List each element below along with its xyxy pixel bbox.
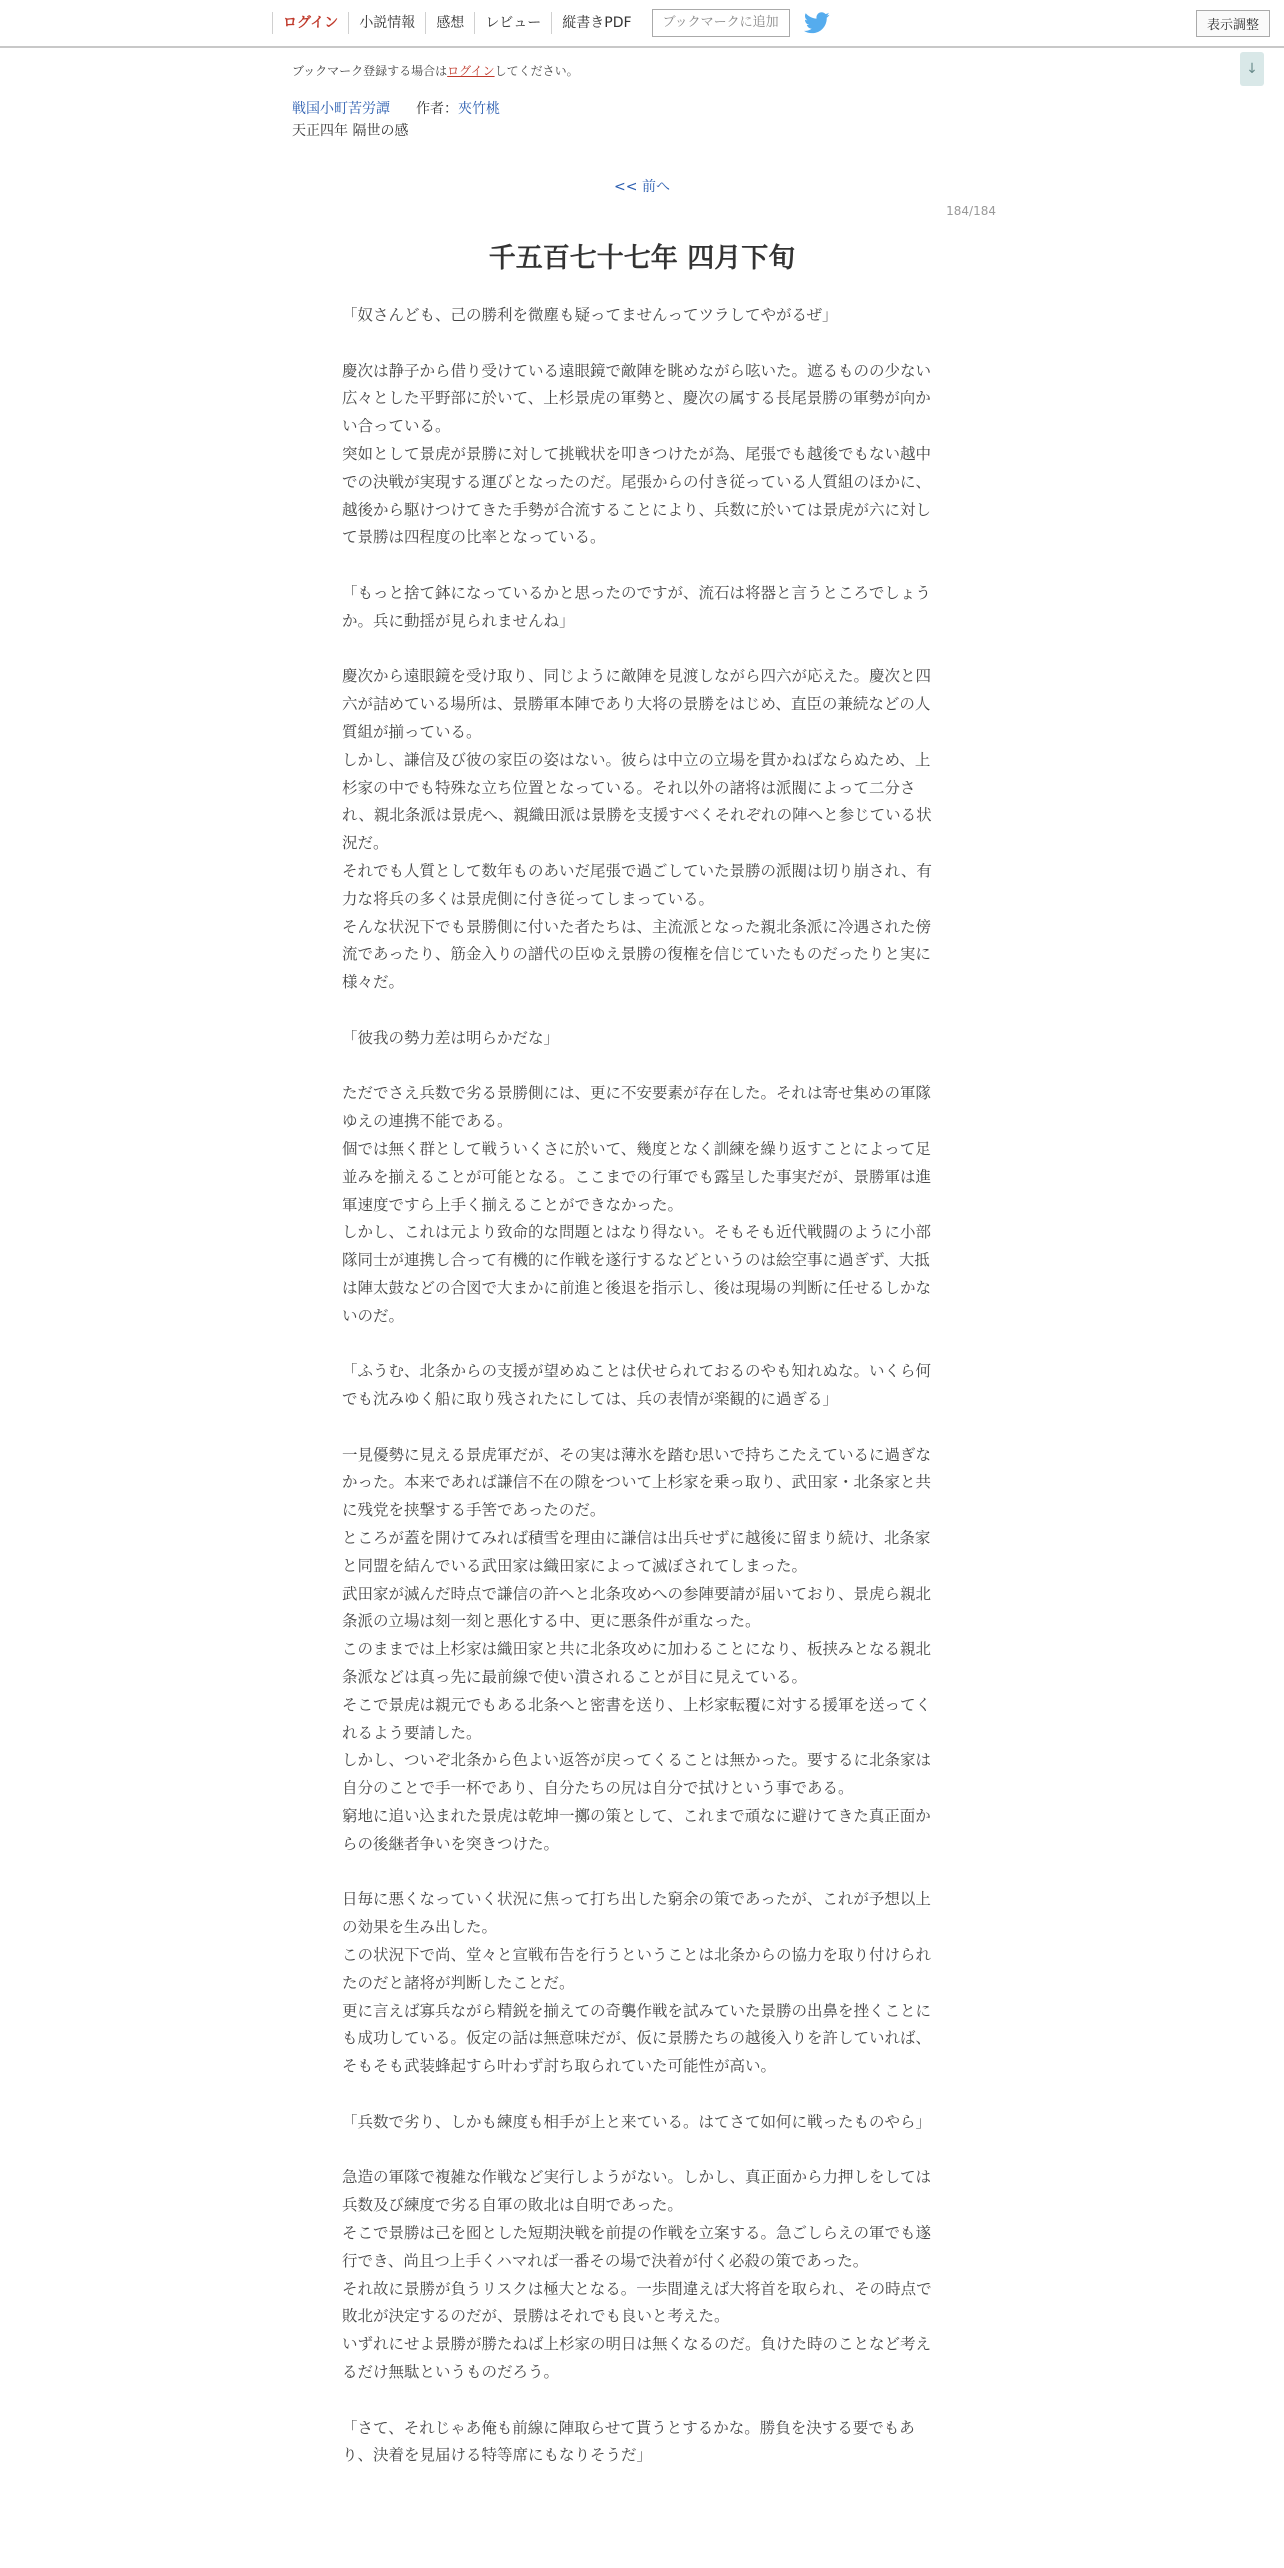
blank-line (342, 1414, 938, 1442)
nav-login[interactable]: ログイン (272, 12, 348, 34)
novel-paragraph: 日毎に悪くなっていく状況に焦って打ち出した窮余の策であったが、これが予想以上の効果を生み出した。 (342, 1890, 931, 1937)
blank-line (342, 636, 938, 664)
novel-paragraph: この状況下で尚、堂々と宣戦布告を行うということは北条からの協力を取り付けられたのだと諸将が判断したことだ。 (342, 1946, 932, 1992)
nav-novel-info[interactable]: 小説情報 (348, 12, 425, 34)
work-title-link[interactable]: 戦国小町苦労譚 (292, 101, 390, 117)
blank-line (342, 1859, 938, 1887)
novel-paragraph: 更に言えば寡兵ながら精鋭を揃えての奇襲作戦を試みていた景勝の出鼻を挫くことにも成功している。仮定の話は無意味だが、仮に景勝たちの越後入りを許していれば、そもそも武装蜂起すら叶わず討ち取られていた可能性が高い。 (342, 2001, 932, 2076)
novel-paragraph: 「兵数で劣り、しかも練度も相手が上と来ている。はてさて如何に戦ったものやら」 (342, 2112, 932, 2131)
nav-vertical-pdf[interactable]: 縦書きPDF (551, 12, 641, 34)
top-header (0, 0, 1284, 48)
novel-paragraph: このままでは上杉家は織田家と共に北条攻めに加わることになり、板挟みとなる親北条派などは真っ先に最前線で使い潰されることが目に見えている。 (342, 1640, 932, 1687)
blank-line (342, 330, 938, 358)
novel-paragraph: 個では無く群として戦ういくさに於いて、幾度となく訓練を繰り返すことによって足並みを揃えることが可能となる。ここまでの行軍でも露呈した事実だが、景勝軍は進軍速度ですら上手く揃えることができなかった。 (342, 1139, 932, 1214)
novel-paragraph: ところが蓋を開けてみれば積雪を理由に謙信は出兵せずに越後に留まり続け、北条家と同盟を結んでいる武田家は織田家によって滅ぼされてしまった。 (342, 1529, 931, 1575)
chapter-group-title: 天正四年 隔世の感 (292, 123, 409, 139)
novel-paragraph: 「奴さんども、己の勝利を微塵も疑ってませんってツラしてやがるぜ」 (342, 306, 838, 324)
novel-body (342, 302, 938, 2470)
add-bookmark-button[interactable]: ブックマークに追加 (652, 9, 790, 37)
novel-paragraph: しかし、ついぞ北条から色よい返答が戻ってくることは無かった。要するに北条家は自分のことで手一杯であり、自分たちの尻は自分で拭けという事である。 (342, 1751, 932, 1798)
novel-paragraph: そんな状況下でも景勝側に付いた者たちは、主流派となった親北条派に冷遇された傍流であったり、筋金入りの譜代の臣ゆえ景勝の復権を信じていたものだったりと実に様々だ。 (342, 917, 932, 992)
novel-paragraph: 「もっと捨て鉢になっているかと思ったのですが、流石は将器と言うところでしょうか。兵に動揺が見られませんね」 (342, 583, 931, 630)
novel-paragraph: 一見優勢に見える景虎軍だが、その実は薄氷を踏む思いで持ちこたえているに過ぎなかった。本来であれば謙信不在の隙をついて上杉家を乗っ取り、武田家・北条家と共に残党を挟撃する手筈であったのだ。 (342, 1445, 932, 1520)
novel-paragraph: しかし、謙信及び彼の家臣の姿はない。彼らは中立の立場を貫かねばならぬため、上杉家の中でも特殊な立ち位置となっている。それ以外の諸将は派閥によって二分され、親北条派は景虎へ、親織田派は景勝を支援すべくそれぞれの陣へと参じている状況だ。 (342, 750, 932, 853)
display-settings-button[interactable]: 表示調整 (1196, 10, 1270, 37)
novel-paragraph: 武田家が滅んだ時点で謙信の許へと北条攻めへの参陣要請が届いており、景虎ら親北条派の立場は刻一刻と悪化する中、更に悪条件が重なった。 (342, 1584, 932, 1631)
notice-after: してください。 (494, 64, 579, 78)
nav-reviews[interactable]: レビュー (474, 12, 551, 34)
author-label: 作者： (416, 101, 458, 117)
novel-paragraph: ただでさえ兵数で劣る景勝側には、更に不安要素が存在した。それは寄せ集めの軍隊ゆえの連携不能である。 (342, 1084, 932, 1131)
blank-line (342, 1053, 938, 1081)
novel-paragraph: そこで景虎は親元でもある北条へと密書を送り、上杉家転覆に対する援軍を送ってくれるよう要請した。 (342, 1695, 932, 1742)
novel-paragraph: いずれにせよ景勝が勝たねば上杉家の明日は無くなるのだ。負けた時のことなど考えるだけ無駄というものだろう。 (342, 2335, 932, 2381)
nav-impressions[interactable]: 感想 (425, 12, 474, 34)
blank-line (342, 2137, 938, 2165)
twitter-bird-icon[interactable] (804, 12, 830, 34)
novel-paragraph: 急造の軍隊で複雑な作戦など実行しようがない。しかし、真正面から力押しをしては兵数及び練度で劣る自軍の敗北は自明であった。 (342, 2168, 932, 2215)
novel-paragraph: 慶次は静子から借り受けている遠眼鏡で敵陣を眺めながら呟いた。遮るものの少ない広々とした平野部に於いて、上杉景虎の軍勢と、慶次の属する長尾景勝の軍勢が向かい合っている。 (342, 361, 932, 436)
novel-paragraph: しかし、これは元より致命的な問題とはなり得ない。そもそも近代戦闘のように小部隊同士が連携し合って有機的に作戦を遂行するなどというのは絵空事に過ぎず、大抵は陣太鼓などの合図で大まかに前進と後退を指示し、後は現場の判断に任せるしかないのだ。 (342, 1223, 932, 1325)
novel-paragraph: 慶次から遠眼鏡を受け取り、同じように敵陣を見渡しながら四六が応えた。慶次と四六が詰めている場所は、景勝軍本陣であり大将の景勝をはじめ、直臣の兼続などの人質組が揃っている。 (342, 667, 932, 741)
chapter-title: 千五百七十七年 四月下旬 (488, 243, 796, 274)
notice-before: ブックマーク登録する場合は (292, 64, 448, 78)
top-nav (272, 0, 830, 46)
work-info (292, 98, 500, 118)
login-notice (292, 62, 579, 79)
blank-line (342, 552, 938, 580)
novel-paragraph: 「さて、それじゃあ俺も前線に陣取らせて貰うとするかな。勝負を決する要でもあり、決着を見届ける特等席にもなりそうだ」 (342, 2418, 915, 2465)
novel-paragraph: そこで景勝は己を囮とした短期決戦を前提の作戦を立案する。急ごしらえの軍でも遂行でき、尚且つ上手くハマれば一番その場で決着が付く必殺の策であった。 (342, 2223, 932, 2270)
blank-line (342, 2081, 938, 2109)
novel-paragraph: 「ふうむ、北条からの支援が望めぬことは伏せられておるのやも知れぬな。いくら何でも沈みゆく船に取り残されたにしては、兵の表情が楽観的に過ぎる」 (342, 1362, 932, 1409)
blank-line (342, 1330, 938, 1358)
author-link[interactable]: 夾竹桃 (458, 101, 500, 117)
prev-page-link[interactable]: << 前へ (614, 179, 670, 195)
page-count: 184/184 (946, 204, 996, 218)
novel-paragraph: 「彼我の勢力差は明らかだな」 (342, 1028, 560, 1047)
novel-paragraph: それ故に景勝が負うリスクは極大となる。一歩間違えば大将首を取られ、その時点で敗北が決定するのだが、景勝はそれでも良いと考えた。 (342, 2279, 932, 2326)
notice-login-link[interactable]: ログイン (447, 64, 495, 78)
scroll-down-icon[interactable]: ↓ (1240, 52, 1264, 86)
blank-line (342, 997, 938, 1025)
blank-line (342, 2387, 938, 2415)
novel-paragraph: それでも人質として数年ものあいだ尾張で過ごしていた景勝の派閥は切り崩され、有力な将兵の多くは景虎側に付き従ってしまっている。 (342, 861, 932, 908)
novel-paragraph: 突如として景虎が景勝に対して挑戦状を叩きつけたが為、尾張でも越後でもない越中での決戦が実現する運びとなったのだ。尾張からの付き従っている人質組のほかに、越後から駆けつけてきた手勢が合流することにより、兵数に於いては景虎が六に対して景勝は四程度の比率となっている。 (342, 444, 932, 547)
novel-paragraph: 窮地に追い込まれた景虎は乾坤一擲の策として、これまで頑なに避けてきた真正面からの後継者争いを突きつけた。 (342, 1807, 931, 1853)
